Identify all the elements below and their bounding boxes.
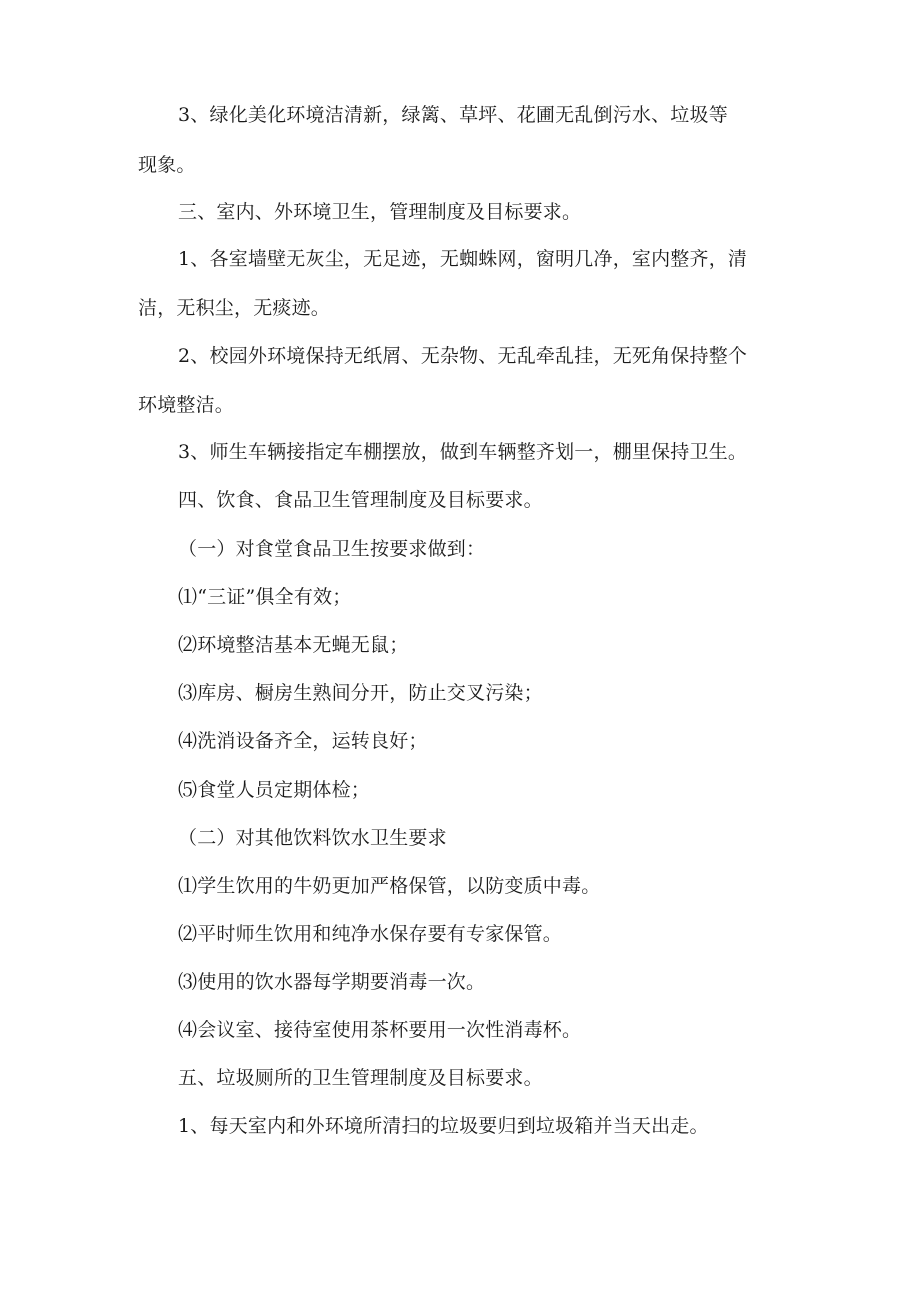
section-heading: 五、垃圾厕所的卫生管理制度及目标要求。 bbox=[178, 1067, 543, 1089]
list-item: ⑷洗消设备齐全，运转良好； bbox=[178, 730, 428, 752]
list-item: ⑷会议室、接待室使用茶杯要用一次性消毒杯。 bbox=[178, 1019, 582, 1041]
text-line: 1、各室墙壁无灰尘，无足迹，无蜘蛛网，窗明几净，室内整齐，清 bbox=[178, 248, 748, 270]
subsection-heading: （一）对食堂食品卫生按要求做到： bbox=[178, 538, 486, 560]
text-line: 环境整洁。 bbox=[138, 394, 235, 416]
list-item: ⑴学生饮用的牛奶更加严格保管，以防变质中毒。 bbox=[178, 875, 601, 897]
text-line: 洁，无积尘，无痰迹。 bbox=[138, 297, 331, 319]
text-line: 3、师生车辆接指定车棚摆放，做到车辆整齐划一，棚里保持卫生。 bbox=[178, 441, 748, 463]
list-item: ⑵环境整洁基本无蝇无鼠； bbox=[178, 634, 409, 656]
text-line: 3、绿化美化环境洁清新，绿篱、草坪、花圃无乱倒污水、垃圾等 bbox=[178, 104, 728, 126]
text-line: 2、校园外环境保持无纸屑、无杂物、无乱牵乱挂，无死角保持整个 bbox=[178, 345, 748, 367]
list-item: ⑸食堂人员定期体检； bbox=[178, 779, 371, 801]
subsection-heading: （二）对其他饮料饮水卫生要求 bbox=[178, 827, 447, 849]
section-heading: 四、饮食、食品卫生管理制度及目标要求。 bbox=[178, 489, 543, 511]
list-item: ⑵平时师生饮用和纯净水保存要有专家保管。 bbox=[178, 923, 563, 945]
list-item: ⑴“三证”俱全有效； bbox=[178, 586, 352, 608]
text-line: 1、每天室内和外环境所清扫的垃圾要归到垃圾箱并当天出走。 bbox=[178, 1115, 709, 1137]
list-item: ⑶使用的饮水器每学期要消毒一次。 bbox=[178, 971, 486, 993]
section-heading: 三、室内、外环境卫生，管理制度及目标要求。 bbox=[178, 201, 582, 223]
list-item: ⑶库房、橱房生熟间分开，防止交叉污染； bbox=[178, 682, 543, 704]
text-line: 现象。 bbox=[138, 154, 196, 176]
